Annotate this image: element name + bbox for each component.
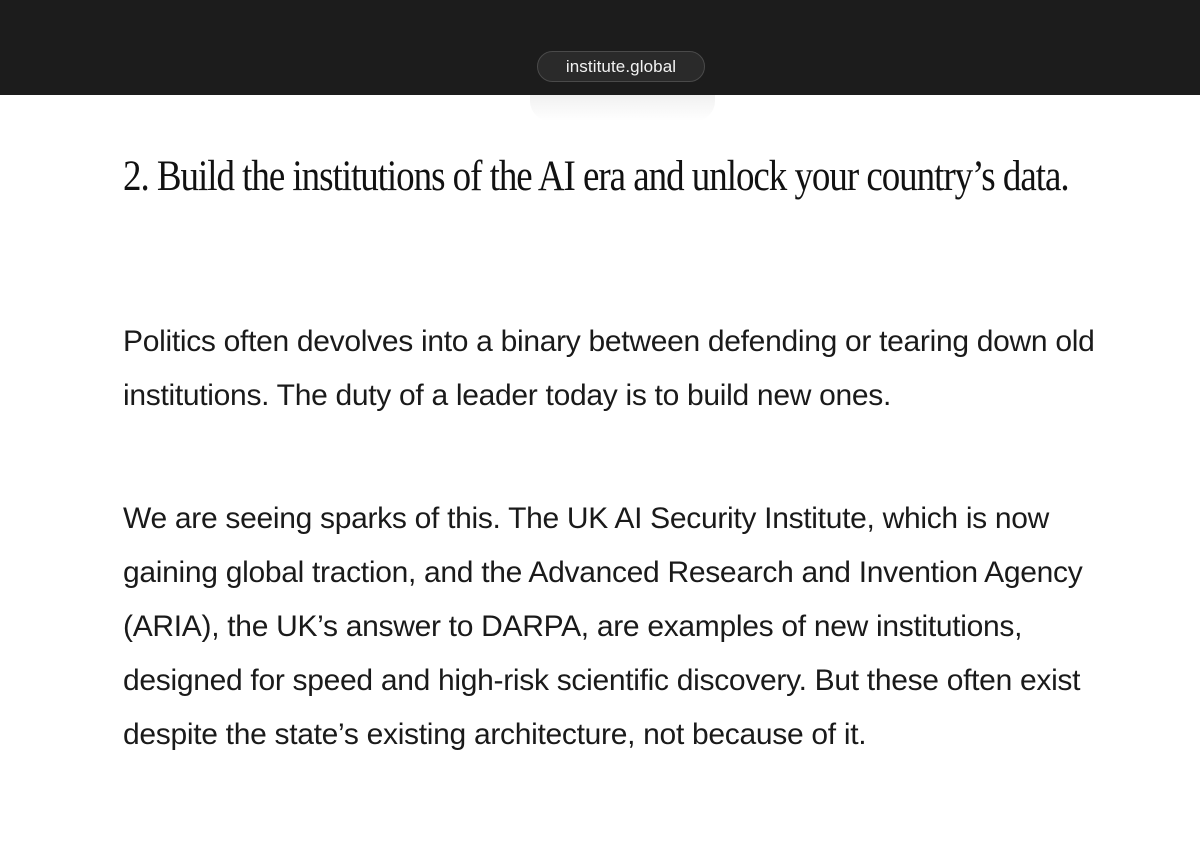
section-heading: 2. Build the institutions of the AI era and unlock your country’s data. bbox=[123, 153, 1069, 200]
url-pill-shadow bbox=[530, 95, 715, 121]
paragraph: We are seeing sparks of this. The UK AI Security Institute, which is now gaining global traction, and the Advanced Research and Invention Agency (ARIA), the UK’s answer to DARPA, are examples of new institutions, designed for speed and high-risk scientific discovery. But these often exist despite the state’s existing architecture, not because of it. bbox=[123, 502, 1083, 751]
paragraph: Politics often devolves into a binary between defending or tearing down old institutions. The duty of a leader today is to build new ones. bbox=[123, 325, 1095, 412]
browser-top-bar bbox=[0, 0, 1200, 95]
article-body bbox=[123, 153, 1133, 751]
url-text: institute.global bbox=[565, 56, 677, 76]
url-pill[interactable] bbox=[537, 51, 705, 82]
